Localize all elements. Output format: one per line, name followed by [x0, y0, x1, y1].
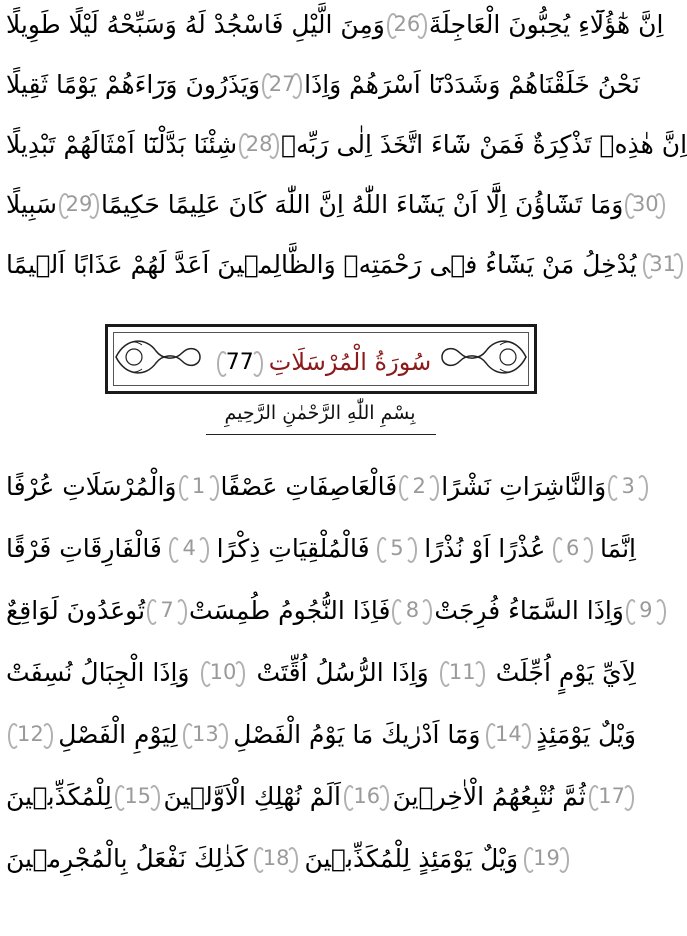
ayah-text: اَلَمْ نُهْلِكِ الْاَوَّلٖينَ [163, 781, 341, 811]
verse-line [6, 0, 664, 48]
ayah-number-marker [626, 595, 666, 625]
ayah-text: وَاِذَا السَّمَٓاءُ فُرِجَتْ [434, 595, 624, 625]
ayah-text: وَمَٓا اَدْرٰيكَ مَا يَوْمُ الْفَصْلِ [233, 719, 481, 749]
ayah-number: 29 [65, 192, 93, 216]
ayah-number-marker [254, 843, 299, 873]
ayah-number-marker [262, 69, 302, 99]
ayah-number-marker [392, 595, 432, 625]
ayah-number: 31 [649, 252, 677, 276]
ayah-number: 28 [245, 132, 273, 156]
ayah-text: وَيْلٌ يَوْمَئِذٍ لِلْمُكَذِّبٖينَ [304, 843, 519, 873]
ayah-text: عُذْرًا اَوْ نُذْرًا [424, 533, 546, 563]
verse-line [6, 524, 636, 572]
surah-number: 77 [225, 349, 254, 375]
verse-line [6, 462, 636, 510]
ayah-number-marker [486, 719, 531, 749]
ayah-text: وَيْلٌ يَوْمَئِذٍ [536, 719, 636, 749]
surah-title [108, 347, 534, 377]
ayah-number: 26 [393, 12, 421, 36]
ayah-number: 5 [390, 536, 404, 560]
ayah-number: 10 [209, 660, 237, 684]
verse-line [6, 240, 677, 288]
surah-header-banner [105, 324, 537, 394]
ayah-number-marker [8, 719, 53, 749]
ayah-text: شِئْنَا بَدَّلْنَٓا اَمْثَالَهُمْ تَبْدِيلًا [6, 129, 238, 159]
basmala-underline [206, 434, 436, 435]
ayah-number: 1 [191, 474, 206, 498]
ayah-number-marker [589, 781, 634, 811]
ayah-number-marker [147, 595, 187, 625]
ayah-text: وَاِذَا الْجِبَالُ نُسِفَتْ [6, 657, 190, 687]
ayah-number: 9 [639, 598, 653, 622]
ayah-number-marker [344, 781, 389, 811]
ayah-number: 12 [17, 722, 44, 746]
ayah-text: لِلْمُكَذِّبٖينَ [6, 781, 112, 811]
ayah-number: 14 [494, 722, 522, 746]
verse-line [6, 60, 640, 108]
ayah-text: وَمَا تَشَٓاؤُنَ اِلَّٓا اَنْ يَشَٓاءَ اللّٰهُ اِنَّ اللّٰهَ كَانَ عَلِيمًا حَكِيمًا [100, 189, 624, 219]
ayah-number-marker [440, 657, 485, 687]
ayah-number-marker [179, 471, 219, 501]
verse-line [6, 834, 636, 882]
ayah-text: اِنَّمَا [600, 533, 636, 563]
ayah-number-marker [239, 129, 279, 159]
ayah-text: كَذٰلِكَ نَفْعَلُ بِالْمُجْرِمٖينَ [6, 843, 248, 873]
ayah-text: فَالْمُلْقِيَاتِ ذِكْرًا [216, 533, 370, 563]
ayah-number-marker [524, 843, 569, 873]
ayah-text: يُدْخِلُ مَنْ يَشَٓاءُ فٖى رَحْمَتِهٖ وَالظَّالِمٖينَ اَعَدَّ لَهُمْ عَذَابًا اَلٖيمًا [6, 249, 637, 279]
ayah-text: وَاِذَا الرُّسُلُ اُقِّتَتْ [256, 657, 429, 687]
ayah-text: تُوعَدُونَ لَوَاقِعٌ [6, 595, 146, 625]
ayah-number: 11 [448, 660, 476, 684]
ayah-text: وَيَذَرُونَ وَرَٓاءَهُمْ يَوْمًا ثَقِيلًا [6, 69, 261, 99]
ayah-text: فَاِذَا النُّجُومُ طُمِسَتْ [189, 595, 391, 625]
ayah-number: 16 [353, 784, 381, 808]
ayah-number: 30 [631, 192, 659, 216]
verse-line [6, 772, 636, 820]
ayah-text: ثُمَّ نُتْبِعُهُمُ الْاٰخِرٖينَ [392, 781, 586, 811]
ayah-text: اِنَّ هٰٓؤُلَٓاءِ يُحِبُّونَ الْعَاجِلَةَ [428, 9, 664, 39]
ayah-number: 2 [412, 474, 426, 498]
ayah-text: وَمِنَ الَّيْلِ فَاسْجُدْ لَهُ وَسَبِّحْهُ لَيْلًا طَوِيلًا [6, 9, 385, 39]
ayah-number-marker [169, 533, 209, 563]
ayah-number: 17 [598, 784, 625, 808]
verse-line [6, 120, 687, 168]
ayah-number-marker [608, 471, 648, 501]
ayah-text: وَالنَّاشِرَاتِ نَشْرًا [441, 471, 607, 501]
ayah-text: لِاَيِّ يَوْمٍ اُجِّلَتْ [495, 657, 636, 687]
ayah-number: 6 [565, 536, 580, 560]
ayah-number-marker [59, 189, 99, 219]
basmala: بِسْمِ اللّٰهِ الرَّحْمٰنِ الرَّحِيمِ [224, 402, 416, 424]
ayah-number-marker [387, 9, 427, 39]
ayah-text: اِنَّ هٰذِهٖ تَذْكِرَةٌ فَمَنْ شَٓاءَ اتَّخَذَ اِلٰى رَبِّهٖ [281, 129, 687, 159]
ayah-number: 7 [160, 598, 174, 622]
ayah-number-marker [115, 781, 160, 811]
ayah-number-marker [553, 533, 593, 563]
ayah-number-marker [201, 657, 246, 687]
surah-name: سُورَةُ الْمُرْسَلَاتِ [268, 348, 432, 376]
verse-line [6, 180, 659, 228]
ayah-number-marker [625, 189, 665, 219]
ayah-text: سَبِيلًا [6, 189, 57, 219]
ayah-number: 18 [262, 846, 290, 870]
ayah-text: فَالْعَاصِفَاتِ عَصْفًا [220, 471, 398, 501]
ayah-text: فَالْفَارِقَاتِ فَرْقًا [6, 533, 162, 563]
ayah-number: 15 [124, 784, 152, 808]
verse-line [6, 710, 636, 758]
ayah-number-marker [399, 471, 439, 501]
ayah-number: 19 [533, 846, 560, 870]
ayah-text: وَالْمُرْسَلَاتِ عُرْفًا [6, 471, 177, 501]
ayah-number: 13 [192, 722, 219, 746]
verse-line [6, 648, 636, 696]
ayah-number: 3 [621, 474, 635, 498]
ayah-number-marker [183, 719, 228, 749]
ayah-number: 8 [405, 598, 420, 622]
ayah-text: نَحْنُ خَلَقْنَاهُمْ وَشَدَدْنَٓا اَسْرَهُمْ وَاِذَا [304, 69, 640, 99]
ayah-number: 27 [268, 72, 296, 96]
ayah-number: 4 [182, 536, 196, 560]
ayah-number-marker [377, 533, 417, 563]
surah-number-marker [217, 347, 263, 377]
ayah-text: لِيَوْمِ الْفَصْلِ [58, 719, 178, 749]
ayah-number-marker [643, 249, 683, 279]
verse-line [6, 586, 653, 634]
